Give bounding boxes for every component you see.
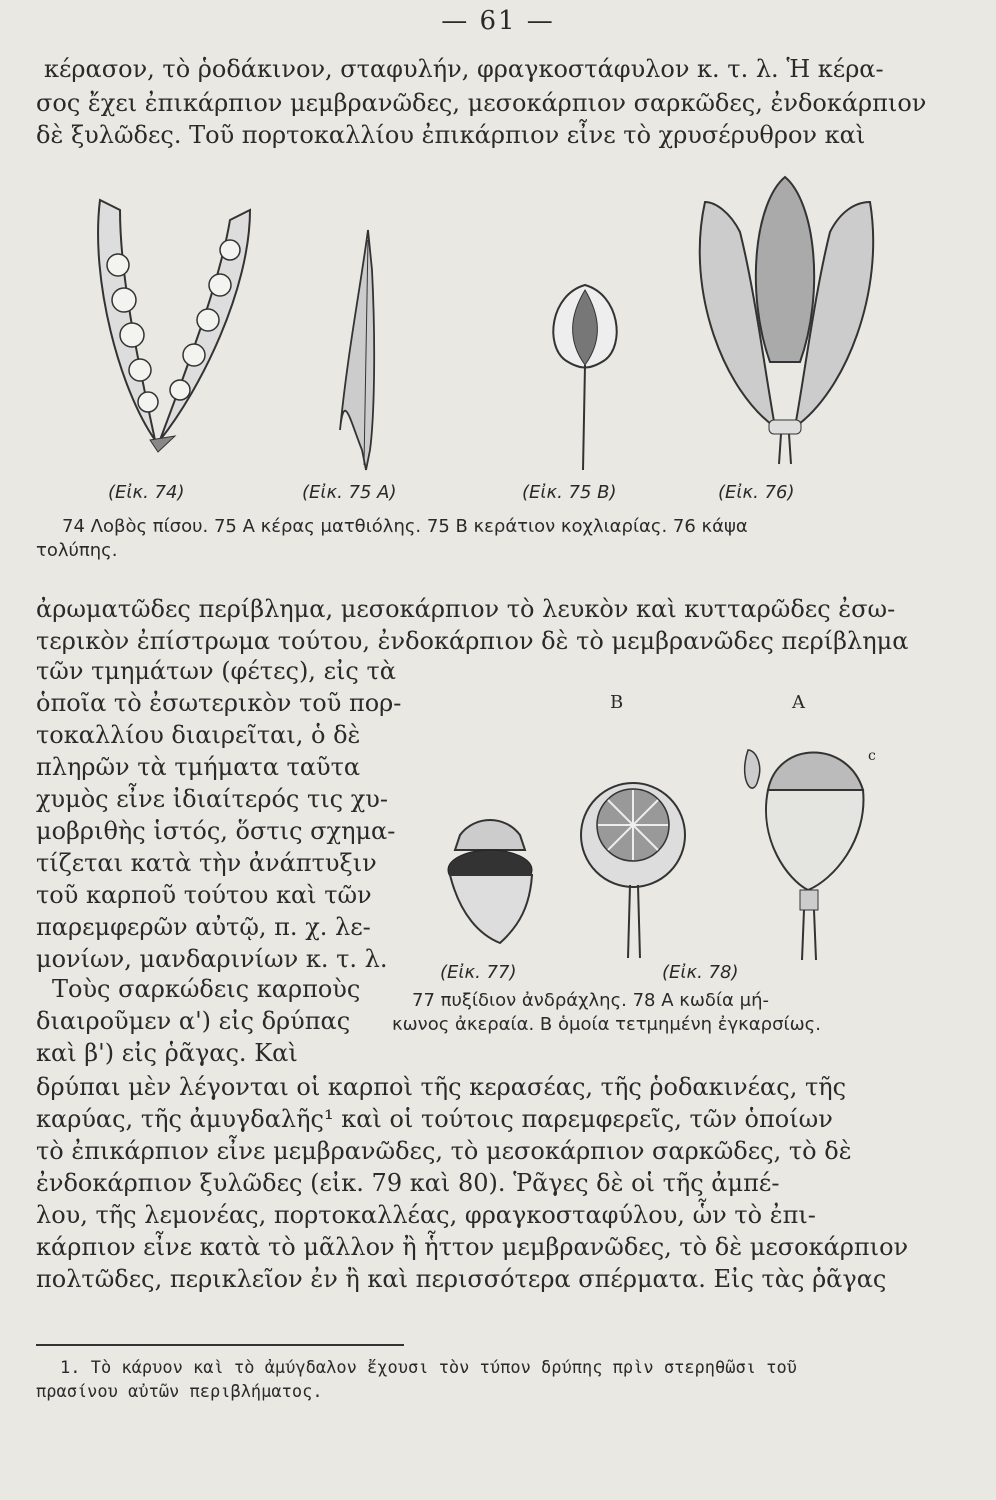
text-line: κάρπιον εἶνε κατὰ τὸ μᾶλλον ἢ ἧττον μεμβρανῶδες, τὸ δὲ μεσοκάρπιον [36,1233,909,1261]
text-line: τὸ ἐπικάρπιον εἶνε μεμβρανῶδες, τὸ μεσοκάρπιον σαρκῶδες, τὸ δὲ [36,1137,852,1165]
capsule-illustration [685,172,885,467]
text-line: σος ἔχει ἐπικάρπιον μεμβρανῶδες, μεσοκάρπιον σαρκῶδες, ἐνδοκάρπιον [36,89,927,117]
silique-illustration [330,230,400,475]
text-line: χυμὸς εἶνε ἰδιαίτερός τις χυ- [36,785,388,813]
text-line: τοῦ καρποῦ τούτου καὶ τῶν [36,881,372,909]
figure-label: (Εἰκ. 76) [718,482,795,503]
text-line: κέρασον, τὸ ῥοδάκινον, σταφυλήν, φραγκοστάφυλον κ. τ. λ. Ἡ κέρα- [44,55,884,83]
text-line: λου, τῆς λεμονέας, πορτοκαλλέας, φραγκοσταφύλου, ὧν τὸ ἐπι- [36,1201,816,1229]
text-line: δὲ ξυλῶδες. Τοῦ πορτοκαλλίου ἐπικάρπιον εἶνε τὸ χρυσέρυθρον καὶ [36,121,866,149]
text-line: τοκαλλίου διαιρεῖται, ὁ δὲ [36,721,361,749]
text-line: ὁποῖα τὸ ἐσωτερικὸν τοῦ πορ- [36,689,402,717]
figure-label: (Εἰκ. 74) [108,482,185,503]
text-line: Τοὺς σαρκώδεις καρποὺς [52,975,361,1003]
text-line: τῶν τμημάτων (φέτες), εἰς τὰ [36,657,396,685]
text-line: τερικὸν ἐπίστρωμα τούτου, ἐνδοκάρπιον δὲ τὸ μεμβρανῶδες περίβλημα [36,627,909,655]
text-line: παρεμφερῶν αὐτῷ, π. χ. λε- [36,913,371,941]
text-line: δρύπαι μὲν λέγονται οἱ καρποὶ τῆς κερασέας, τῆς ῥοδακινέας, τῆς [36,1073,847,1101]
text-line: ἐνδοκάρπιον ξυλῶδες (εἰκ. 79 καὶ 80). Ῥᾶγες δὲ οἱ τῆς ἀμπέ- [36,1169,780,1197]
figure-label: (Εἰκ. 75 A) [302,482,397,503]
text-line: καὶ β') εἰς ῥᾶγας. Καὶ [36,1039,298,1067]
page-number: — 61 — [441,6,555,36]
text-line: διαιροῦμεν α') εἰς δρύπας [36,1007,351,1035]
figure-caption: τολύπης. [36,540,118,561]
footnote-line: πρασίνου αὐτῶν περιβλήματος. [36,1382,323,1402]
poppy-capsule-whole-illustration [738,740,878,962]
text-line: τίζεται κατὰ τὴν ἀνάπτυξιν [36,849,377,877]
figure-letter-b: B [610,692,624,713]
silicle-illustration [545,285,625,475]
text-line: μοβριθὴς ἱστός, ὅστις σχημα- [36,817,396,845]
text-line: ἀρωματῶδες περίβλημα, μεσοκάρπιον τὸ λευκὸν καὶ κυτταρῶδες ἐσω- [36,595,896,623]
text-line: πληρῶν τὰ τμήματα ταῦτα [36,753,361,781]
figure-caption: 77 πυξίδιον ἀνδράχλης. 78 A κωδία μή- [412,990,769,1011]
figure-letter-a: A [792,692,805,713]
text-line: πολτῶδες, περικλεῖον ἐν ἢ καὶ περισσότερα σπέρματα. Εἰς τὰς ῥᾶγας [36,1265,887,1293]
figure-caption: 74 Λοβὸς πίσου. 75 A κέρας ματθιόλης. 75 B κεράτιον κοχλιαρίας. 76 κάψα [62,516,748,537]
text-line: καρύας, τῆς ἀμυγδαλῆς¹ καὶ οἱ τούτοις παρεμφερεῖς, τῶν ὁποίων [36,1105,833,1133]
figure-letter-c: c [868,748,876,764]
figure-label: (Εἰκ. 75 B) [522,482,617,503]
pea-pod-illustration [80,190,270,460]
text-line: μονίων, μανδαρινίων κ. τ. λ. [36,945,388,973]
footnote-rule [36,1344,404,1346]
poppy-capsule-cut-illustration [578,770,688,960]
footnote-line: 1. Τὸ κάρυον καὶ τὸ ἀμύγδαλον ἔχουσι τὸν τύπον δρύπης πρὶν στερηθῶσι τοῦ [60,1358,797,1378]
pyxidium-illustration [440,815,540,950]
figure-label: (Εἰκ. 78) [662,962,739,983]
figure-caption: κωνος ἀκεραία. B ὁμοία τετμημένη ἐγκαρσίως. [392,1014,821,1035]
figure-label: (Εἰκ. 77) [440,962,517,983]
